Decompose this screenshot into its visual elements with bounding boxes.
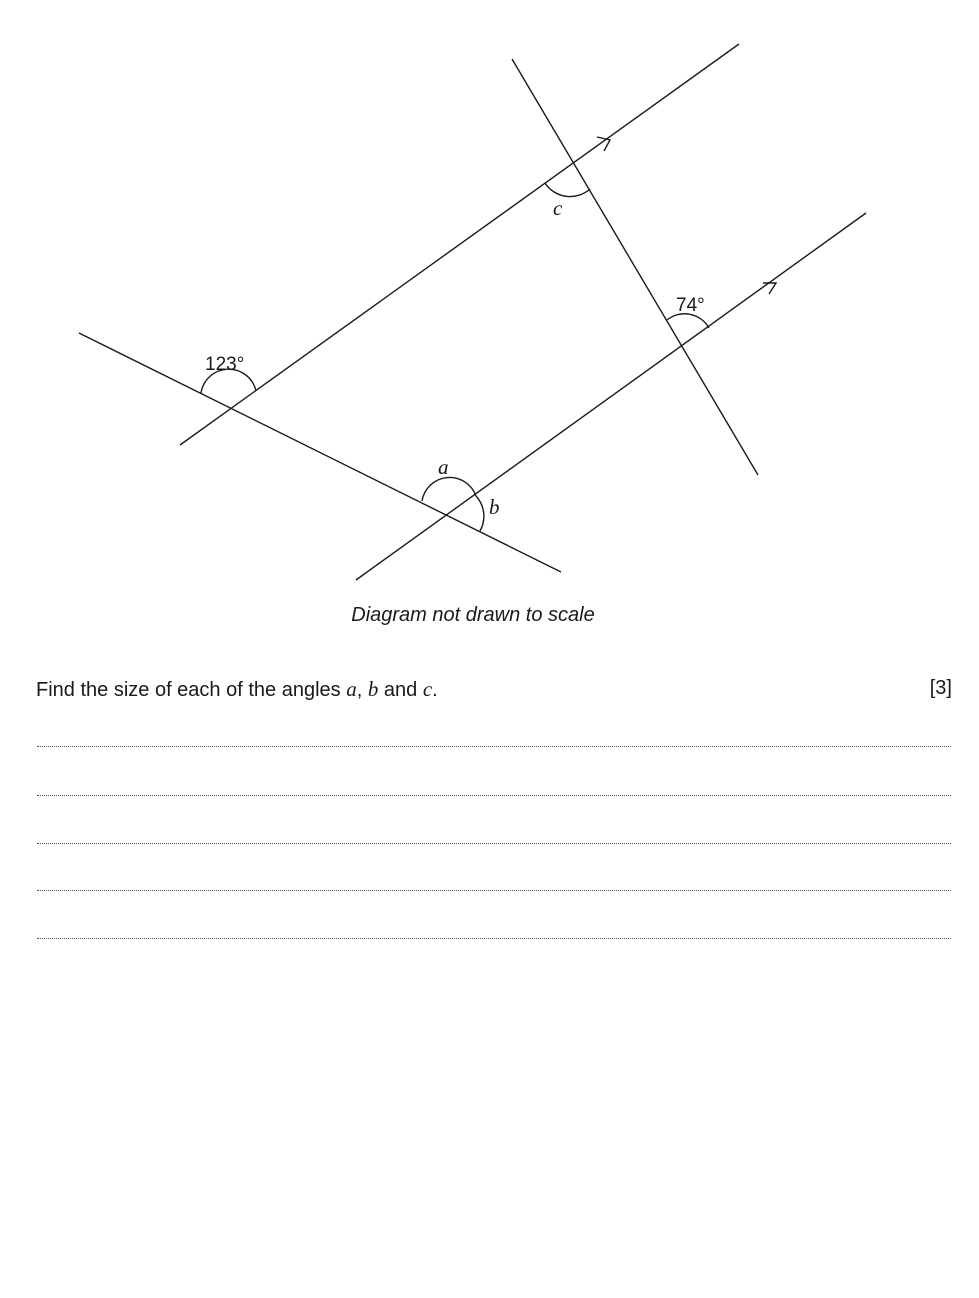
- angle-label-c: c: [553, 196, 563, 220]
- answer-line[interactable]: [37, 746, 951, 747]
- angle-arc-a: [422, 477, 476, 501]
- answer-line[interactable]: [37, 938, 951, 939]
- right-transversal-line: [512, 59, 758, 475]
- angle-label-a: a: [438, 455, 449, 479]
- question-var-a: a: [346, 677, 357, 701]
- question-sep-1: ,: [356, 679, 368, 701]
- geometry-diagram: [0, 0, 979, 600]
- upper-parallel-line: [180, 44, 739, 445]
- angle-arc-b: [476, 496, 484, 531]
- answer-line[interactable]: [37, 795, 951, 796]
- question-prefix: Find the size of each of the angles: [36, 679, 347, 701]
- angle-label-123: 123°: [205, 354, 245, 375]
- answer-line[interactable]: [37, 843, 951, 844]
- angle-arc-c: [545, 183, 590, 197]
- angle-label-b: b: [489, 495, 500, 519]
- lower-parallel-line: [356, 213, 866, 580]
- question-suffix: .: [432, 679, 438, 701]
- angle-label-74: 74°: [676, 295, 705, 316]
- answer-line[interactable]: [37, 890, 951, 891]
- question-sep-2: and: [378, 679, 423, 701]
- diagram-caption: Diagram not drawn to scale: [351, 604, 595, 626]
- left-transversal-line: [79, 333, 561, 572]
- question-var-b: b: [367, 677, 379, 701]
- parallel-arrow-lower: [763, 283, 776, 294]
- question-var-c: c: [422, 677, 433, 701]
- marks-indicator: [3]: [929, 677, 952, 699]
- question-text: [36, 677, 438, 702]
